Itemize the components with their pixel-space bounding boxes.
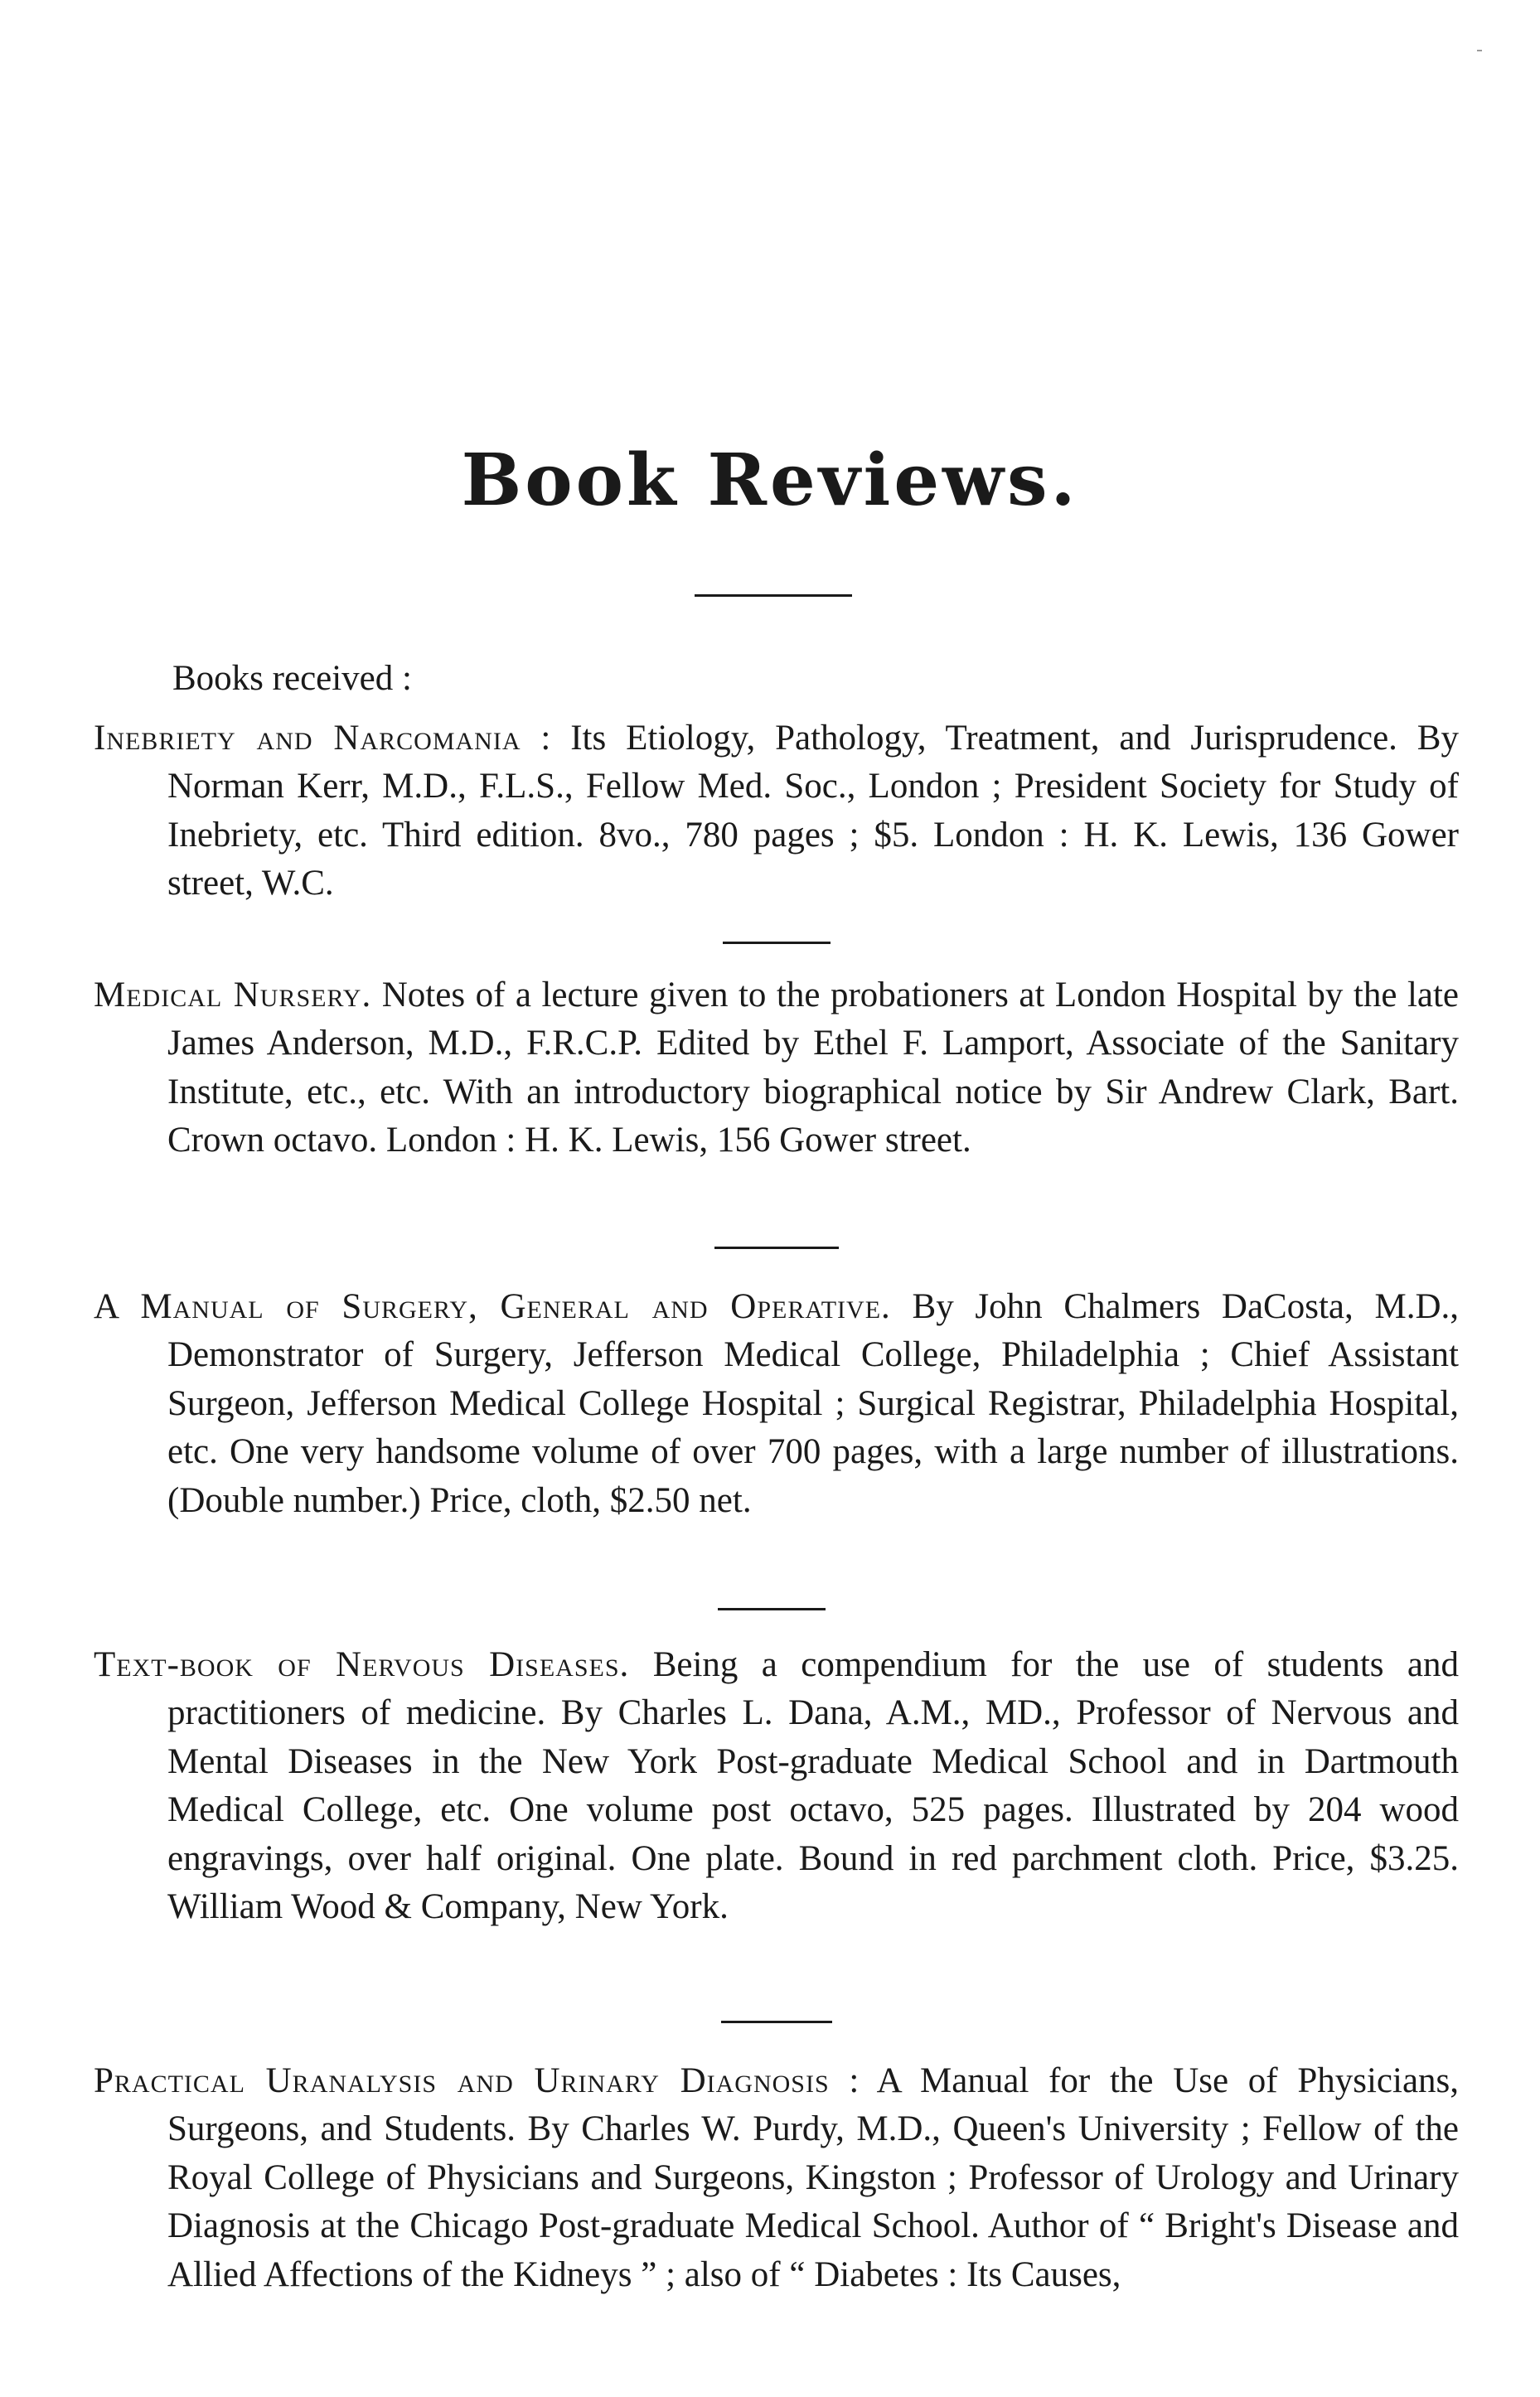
book-entry-details: : Its Etiology, Pathology, Treatment, and Jurisprudence. By Norman Kerr, M.D., F.L.S., Fellow Med. Soc., London ; President Society for Study of Inebriety, etc. Third edition. 8vo., 780 pages ; $5. London : H. K. Lewis, 136 Gower street, W.C. [167,719,1459,903]
book-entry-title: Text-book of Nervous Diseases. [94,1645,630,1684]
book-entry-title: Medical Nursery. [94,976,372,1014]
scan-speck [1477,50,1482,51]
book-entry-details: : A Manual for the Use of Physicians, Surgeons, and Students. By Charles W. Purdy, M.D., Queen's University ; Fellow of the Royal College of Physicians and Surgeons, Kingston ; Professor of Urology and Urinary Diagnosis at the Chicago Post-graduate Medical School. Author of “ Bright's Disease and Allied Affections of the Kidneys ” ; also of “ Diabetes : Its Causes, [167,2061,1460,2294]
book-entry-title: Practical Uranalysis and Urinary Diagnosis [94,2061,830,2100]
book-entry [94,2057,1459,2299]
book-entry-details: Being a compendium for the use of students and practitioners of medicine. By Charles L. Dana, A.M., MD., Professor of Nervous and Mental Diseases in the New York Post-graduate Medical School and in Dartmouth Medical College, etc. One volume post octavo, 525 pages. Illustrated by 204 wood engravings, over half original. One plate. Bound in red parchment cloth. Price, $3.25. William Wood & Company, New York. [167,1645,1460,1927]
book-entry-title: Inebriety and Narcomania [94,719,521,758]
book-entry [94,1641,1459,1931]
book-entry [94,971,1459,1165]
entry-divider [714,1247,839,1249]
books-received-label: Books received : [172,659,412,698]
book-entry-title: A Manual of Surgery, General and Operative. [94,1287,891,1326]
title-divider [695,594,852,597]
page-title: Book Reviews. [461,438,1079,522]
entry-divider [718,1608,826,1610]
entry-divider [721,2021,832,2023]
book-entry [94,1283,1459,1525]
entry-divider [723,942,831,944]
book-entry-details: By John Chalmers DaCosta, M.D., Demonstrator of Surgery, Jefferson Medical College, Philadelphia ; Chief Assistant Surgeon, Jefferson Medical College Hospital ; Surgical Registrar, Philadelphia Hospital, etc. One very handsome volume of over 700 pages, with a large number of illustrations. (Double number.) Price, cloth, $2.50 net. [167,1287,1459,1520]
book-entry [94,714,1459,908]
book-entry-details: Notes of a lecture given to the probationers at London Hospital by the late James Anderson, M.D., F.R.C.P. Edited by Ethel F. Lamport, Associate of the Sanitary Institute, etc., etc. With an introductory biographical notice by Sir Andrew Clark, Bart. Crown octavo. London : H. K. Lewis, 156 Gower street. [167,976,1460,1160]
